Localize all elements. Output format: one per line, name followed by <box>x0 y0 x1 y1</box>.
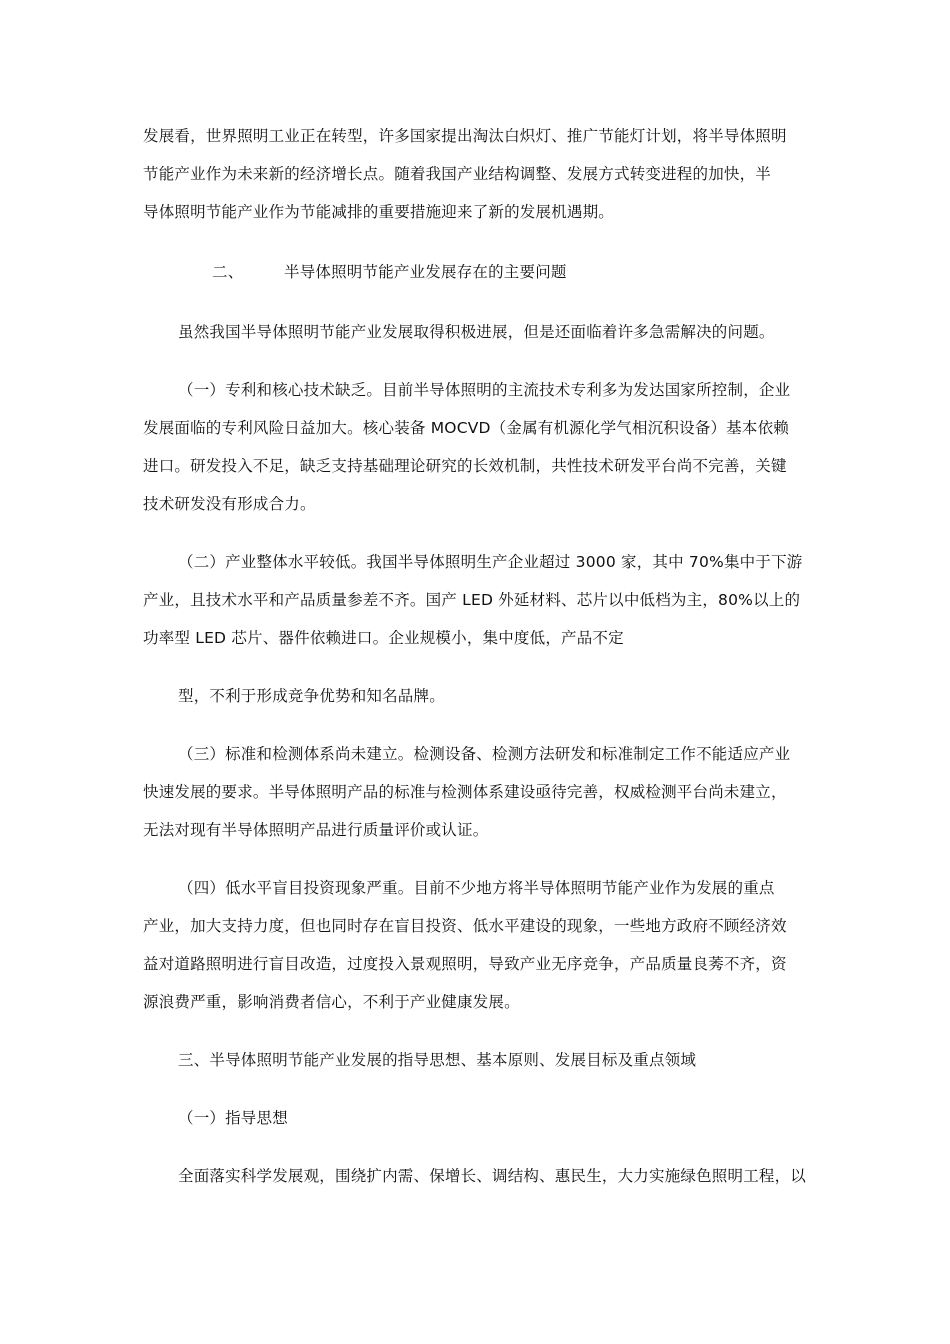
section-number: 二、 <box>212 263 244 281</box>
paragraph-line: 产业，且技术水平和产品质量参差不齐。国产 LED 外延材料、芯片以中低档为主，80%以上的 <box>143 591 801 609</box>
paragraph-line: 源浪费严重，影响消费者信心，不利于产业健康发展。 <box>143 993 520 1011</box>
paragraph-line: 发展面临的专利风险日益加大。核心装备 MOCVD（金属有机源化学气相沉积设备）基本依赖 <box>143 419 789 437</box>
paragraph-line: 节能产业作为未来新的经济增长点。随着我国产业结构调整、发展方式转变进程的加快，半 <box>143 165 772 183</box>
section-heading-2 <box>212 262 567 282</box>
paragraph-line: （三）标准和检测体系尚未建立。检测设备、检测方法研发和标准制定工作不能适应产业 <box>178 745 791 763</box>
paragraph-line: 产业，加大支持力度，但也同时存在盲目投资、低水平建设的现象，一些地方政府不顾经济效 <box>143 917 787 935</box>
paragraph-line: 进口。研发投入不足，缺乏支持基础理论研究的长效机制，共性技术研发平台尚不完善，关键 <box>143 457 787 475</box>
paragraph-line: （二）产业整体水平较低。我国半导体照明生产企业超过 3000 家，其中 70%集中于下游 <box>178 553 803 571</box>
paragraph-line: 益对道路照明进行盲目改造，过度投入景观照明，导致产业无序竞争，产品质量良莠不齐，资 <box>143 955 787 973</box>
paragraph-line: 虽然我国半导体照明节能产业发展取得积极进展，但是还面临着许多急需解决的问题。 <box>178 323 775 341</box>
paragraph-line: 功率型 LED 芯片、器件依赖进口。企业规模小，集中度低，产品不定 <box>143 629 624 647</box>
paragraph-line: 导体照明节能产业作为节能减排的重要措施迎来了新的发展机遇期。 <box>143 203 615 221</box>
paragraph-line: 无法对现有半导体照明产品进行质量评价或认证。 <box>143 821 489 839</box>
paragraph-line: 快速发展的要求。半导体照明产品的标准与检测体系建设亟待完善，权威检测平台尚未建立， <box>143 783 787 801</box>
section-heading-3: 三、半导体照明节能产业发展的指导思想、基本原则、发展目标及重点领域 <box>178 1051 697 1069</box>
subsection-heading: （一）指导思想 <box>178 1109 288 1127</box>
paragraph-line: （四）低水平盲目投资现象严重。目前不少地方将半导体照明节能产业作为发展的重点 <box>178 879 775 897</box>
paragraph-line: 型，不利于形成竞争优势和知名品牌。 <box>178 687 445 705</box>
paragraph-line: 发展看，世界照明工业正在转型，许多国家提出淘汰白炽灯、推广节能灯计划，将半导体照明 <box>143 127 787 145</box>
paragraph-line: 技术研发没有形成合力。 <box>143 495 316 513</box>
section-title: 半导体照明节能产业发展存在的主要问题 <box>284 263 567 281</box>
paragraph-line: 全面落实科学发展观，围绕扩内需、保增长、调结构、惠民生，大力实施绿色照明工程，以 <box>178 1167 807 1185</box>
paragraph-line: （一）专利和核心技术缺乏。目前半导体照明的主流技术专利多为发达国家所控制，企业 <box>178 381 791 399</box>
